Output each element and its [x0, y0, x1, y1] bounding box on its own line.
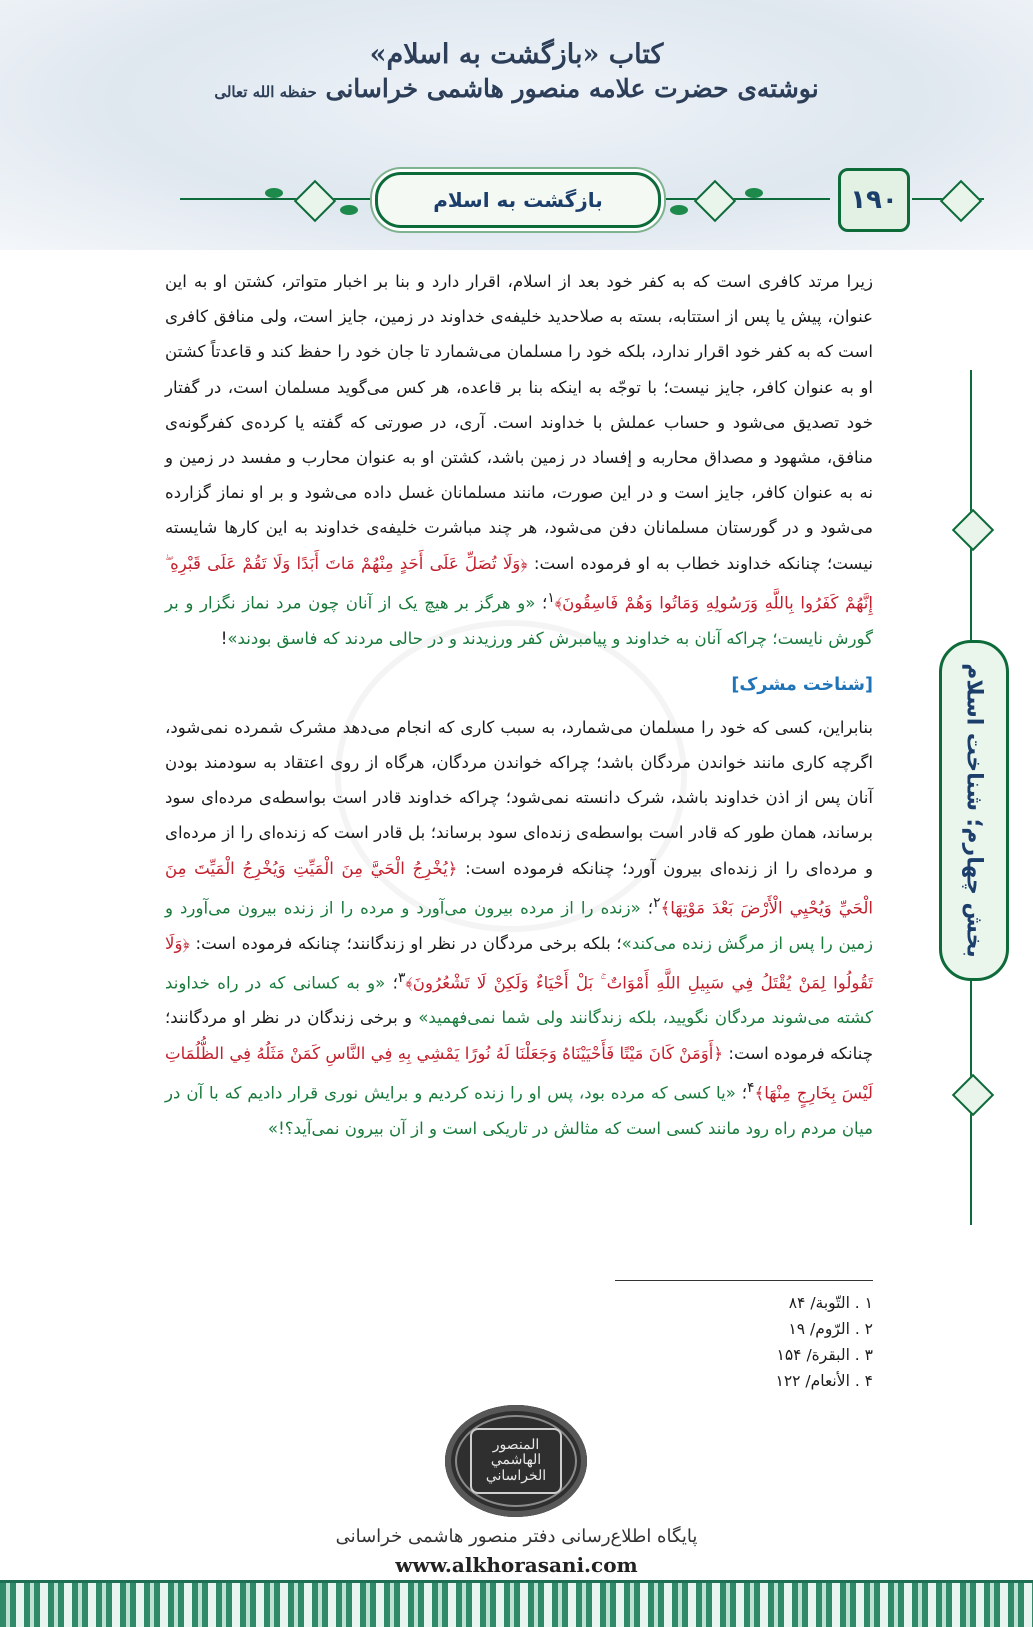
ornament-leaf-icon [265, 188, 283, 198]
footnote-item: ۴ . الأنعام/ ۱۲۲ [775, 1372, 873, 1390]
body-text: ؛ بلکه برخی مردگان در نظر او زندگانند؛ چنانکه فرموده است: [195, 933, 622, 953]
footnote-divider [615, 1280, 873, 1281]
side-ornament-diamond [952, 509, 994, 551]
body-text: ! [220, 628, 228, 648]
footnote-ref: ۲ [653, 894, 661, 911]
footnote-item: ۳ . البقرة/ ۱۵۴ [776, 1346, 873, 1364]
body-text: و برخی زندگان در نظر او مردگانند؛ چنانکه فرموده است: [165, 1008, 873, 1063]
footnotes [600, 1290, 873, 1394]
portal-caption: پایگاه اطلاع‌رسانی دفتر منصور هاشمی خراسانی [335, 1526, 698, 1547]
body-text: بنابراین، کسی که خود را مسلمان می‌شمارد، به سبب کاری که انجام می‌دهد مشرک شمرده نمی‌شود، اگرچه کاری مانند خواندن مردگان باشد؛ چراکه خواندن مردگان، هرگاه از روی اعتقاد به سودمند بودن آنان پس از اذن خداوند باشد، شرک دانسته نمی‌شود؛ چراکه خداوند قادر است بواسطه‌ی مرده‌ای سود برساند، همان طور که قادر است بواسطه‌ی زنده‌ای سود برساند؛ بل قادر است که زنده‌ای را از مرده‌ای و مرده‌ای را از زنده‌ای بیرون آورد؛ چنانکه فرموده است: [165, 717, 874, 878]
footnote-ref: ۳ [397, 969, 406, 986]
paragraph: بنابراین، کسی که خود را مسلمان می‌شمارد، به سبب کاری که انجام می‌دهد مشرک شمرده نمی‌شود، اگرچه کاری مانند خواندن مردگان باشد؛ چراکه خواندن مردگان، هرگاه از روی اعتقاد به سودمند بودن آنان پس از اذن خداوند باشد، شرک دانسته نمی‌شود؛ چراکه خداوند قادر است بواسطه‌ی مرده‌ای سود برساند، همان طور که قادر است بواسطه‌ی زنده‌ای سود برساند؛ بل قادر است که زنده‌ای را از مرده‌ای و مرده‌ای را از زنده‌ای بیرون آورد؛ چنانکه فرموده است: ﴿يُخْرِجُ الْحَيَّ مِنَ الْمَيِّتِ وَيُخْرِجُ الْمَيِّتَ مِنَ الْحَيِّ وَيُحْيِي الْأَرْضَ بَعْدَ مَوْتِهَا﴾$^۲$؛ «زنده را از مرده بیرون می‌آورد و مرده را از زنده بیرون می‌آورد و زمین را پس از مرگش زنده می‌کند»؛ بلکه برخی مردگان در نظر او زندگانند؛ چنانکه فرموده است: ﴿وَلَا تَقُولُوا لِمَنْ يُقْتَلُ فِي سَبِيلِ اللَّهِ أَمْوَاتٌ ۚ بَلْ أَحْيَاءٌ وَلَكِنْ لَا تَشْعُرُونَ﴾$^۳$؛ «و به کسانی که در راه خداوند کشته می‌شوند مردگان نگویید، بلکه زندگانند ولی شما نمی‌فهمید» و برخی زندگان در نظر او مردگانند؛ چنانکه فرموده است: ﴿أَوَمَنْ كَانَ مَيْتًا فَأَحْيَيْنَاهُ وَجَعَلْنَا لَهُ نُورًا يَمْشِي بِهِ فِي النَّاسِ كَمَنْ مَثَلُهُ فِي الظُّلُمَاتِ لَيْسَ بِخَارِجٍ مِنْهَا﴾$^۴$؛ «یا کسی که مرده بود، پس او را زنده کردیم و برایش نوری قرار دادیم که با آن در میان مردم راه رود مانند کسی است که مثالش در تاریکی است و از آن بیرون نمی‌آید؟!» [165, 717, 874, 1138]
ornament-leaf-icon [670, 205, 688, 215]
header-ornament-left [180, 198, 370, 200]
ornament-leaf-icon [340, 205, 358, 215]
seal-logo [445, 1405, 587, 1517]
side-ornament-diamond [952, 1074, 994, 1116]
ornament-leaf-icon [745, 188, 763, 198]
footnote-ref: ۴ [747, 1079, 755, 1096]
quran-verse: ﴿أَوَمَنْ كَانَ مَيْتًا فَأَحْيَيْنَاهُ وَجَعَلْنَا لَهُ نُورًا يَمْشِي بِهِ فِي النَّاسِ كَمَنْ مَثَلُهُ فِي الظُّلُمَاتِ لَيْسَ بِخَارِجٍ مِنْهَا﴾ [165, 1043, 873, 1103]
footnote-item: ۲ . الرّوم/ ۱۹ [788, 1320, 873, 1338]
side-ornament-top [970, 370, 972, 640]
site-url: www.alkhorasani.com [395, 1553, 638, 1577]
book-title: کتاب «بازگشت به اسلام» [369, 39, 664, 70]
body-text: زیرا مرتد کافری است که به کفر خود بعد از اسلام، اقرار دارد و بنا بر اخبار متواتر، کشتن او به این عنوان، پیش یا پس از استتابه، بسته به صلاحدید خلیفه‌ی خداوند در زمین، جایز است، ولی منافق کافری است که به کفر خود اقرار ندارد، بلکه خود را مسلمان می‌شمارد تا جان خود را حفظ کند و قاعدتاً کشتن او به عنوان کافر، جایز نیست؛ با توجّه به اینکه بنا بر قاعده، هر کس می‌گوید مسلمان است، در گفتار خود تصدیق می‌شود و حساب عملش با خداوند است. آری، در صورتی که گفته یا کرده‌ی کفرگونه‌ی منافق، مشهود و مصداق محاربه و إفساد در زمین باشد، کشتن او به عنوان محارب و مفسد در زمین و نه به عنوان کافر، جایز است و در این صورت، مانند مسلمانان غسل داده می‌شود و بر او نماز گزارده می‌شود و در گورستان مسلمانان دفن می‌شود، هر چند مباشرت خلیفه‌ی خداوند به این کارها شایسته نیست؛ چنانکه خداوند خطاب به او فرموده است: [165, 272, 873, 573]
quran-verse: ﴿وَلَا تُصَلِّ عَلَى أَحَدٍ مِنْهُمْ مَاتَ أَبَدًا وَلَا تَقُمْ عَلَى قَبْرِهِ ۖ إِنَّهُمْ كَفَرُوا بِاللَّهِ وَرَسُولِهِ وَمَاتُوا وَهُمْ فَاسِقُونَ﴾ [165, 553, 873, 613]
verse-translation: «یا کسی که مرده بود، پس او را زنده کردیم و برایش نوری قرار دادیم که با آن در میان مردم راه رود مانند کسی است که مثالش در تاریکی است و از آن بیرون نمی‌آید؟!» [165, 1083, 873, 1138]
quran-verse: ﴿وَلَا تَقُولُوا لِمَنْ يُقْتَلُ فِي سَبِيلِ اللَّهِ أَمْوَاتٌ ۚ بَلْ أَحْيَاءٌ وَلَكِنْ لَا تَشْعُرُونَ﴾ [165, 933, 873, 993]
footnote-ref: ۱ [547, 589, 555, 606]
footer-ornament-band [0, 1580, 1033, 1627]
author-honorific: حفظه الله تعالی [214, 82, 317, 101]
quran-verse: ﴿يُخْرِجُ الْحَيَّ مِنَ الْمَيِّتِ وَيُخْرِجُ الْمَيِّتَ مِنَ الْحَيِّ وَيُحْيِي الْأَرْضَ بَعْدَ مَوْتِهَا﴾ [165, 858, 873, 918]
book-author [0, 72, 1033, 106]
header-ornament-right [660, 198, 830, 200]
verse-translation: «و به کسانی که در راه خداوند کشته می‌شوند مردگان نگویید، بلکه زندگانند ولی شما نمی‌فهمید» [165, 973, 873, 1028]
page-header [0, 38, 1033, 106]
running-head: بازگشت به اسلام [375, 172, 661, 228]
verse-translation: «و هرگز بر هیچ یک از آنان چون مرد نماز نگزار و بر گورش نایست؛ چراکه آنان به خداوند و پیامبرش کفر ورزیدند و در حالی مردند که فاسق بودند» [165, 593, 873, 648]
footnote-item: ۱ . التّوبة/ ۸۴ [788, 1294, 873, 1312]
paragraph: زیرا مرتد کافری است که به کفر خود بعد از اسلام، اقرار دارد و بنا بر اخبار متواتر، کشتن او به این عنوان، پیش یا پس از استتابه، بسته به صلاحدید خلیفه‌ی خداوند در زمین، جایز است، ولی منافق کافری است که به کفر خود اقرار ندارد، بلکه خود را مسلمان می‌شمارد تا جان خود را حفظ کند و قاعدتاً کشتن او به عنوان کافر، جایز نیست؛ با توجّه به اینکه بنا بر قاعده، هر کس می‌گوید مسلمان است، در گفتار خود تصدیق می‌شود و حساب عملش با خداوند است. آری، در صورتی که گفته یا کرده‌ی کفرگونه‌ی منافق، مشهود و مصداق محاربه و إفساد در زمین باشد، کشتن او به عنوان محارب و مفسد در زمین و نه به عنوان کافر، جایز است و در این صورت، مانند مسلمانان غسل داده می‌شود و بر او نماز گزارده می‌شود و در گورستان مسلمانان دفن می‌شود، هر چند مباشرت خلیفه‌ی خداوند به این کارها شایسته نیست؛ چنانکه خداوند خطاب به او فرموده است: ﴿وَلَا تُصَلِّ عَلَى أَحَدٍ مِنْهُمْ مَاتَ أَبَدًا وَلَا تَقُمْ عَلَى قَبْرِهِ ۖ إِنَّهُمْ كَفَرُوا بِاللَّهِ وَرَسُولِهِ وَمَاتُوا وَهُمْ فَاسِقُونَ﴾$^۱$؛ «و هرگز بر هیچ یک از آنان چون مرد نماز نگزار و بر گورش نایست؛ چراکه آنان به خداوند و پیامبرش کفر ورزیدند و در حالی مردند که فاسق بودند»! [165, 272, 873, 648]
main-text [165, 264, 873, 1146]
author-name: نوشته‌ی حضرت علامه منصور هاشمی خراسانی [325, 73, 819, 103]
page-number: ۱۹۰ [838, 168, 910, 232]
section-label: بخش چهارم؛ شناخت اسلام [961, 663, 987, 958]
section-subheading: [شناخت مشرک] [731, 674, 873, 695]
seal-text: المنصور الهاشمي الخراساني [470, 1428, 562, 1494]
section-side-tab [939, 640, 1009, 981]
verse-translation: «زنده را از مرده بیرون می‌آورد و مرده را از زنده بیرون می‌آورد و زمین را پس از مرگش زنده می‌کند» [165, 898, 873, 953]
